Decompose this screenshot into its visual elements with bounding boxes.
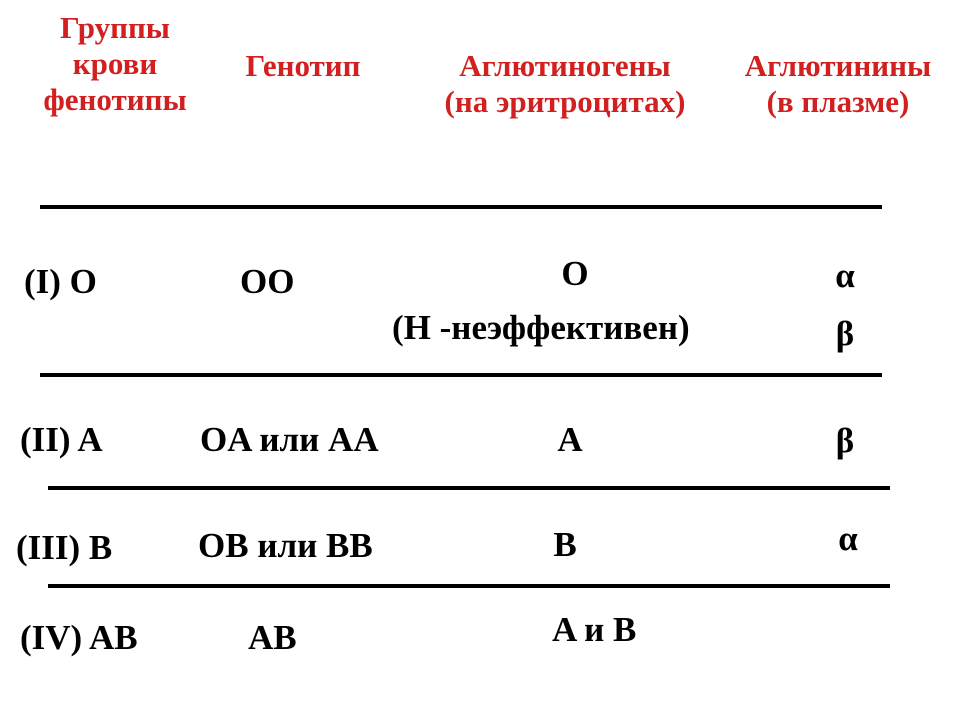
- table-rule: [40, 205, 882, 209]
- row2-agglutinogen: A: [557, 420, 583, 459]
- row1-agglutinogen-note: (Н -неэффективен): [392, 308, 690, 347]
- row2-agglutinin: β: [835, 421, 855, 460]
- row1-agglutinin-alpha: α: [835, 256, 855, 295]
- header-blood-groups: [20, 10, 210, 118]
- header-blood-groups-line2: крови: [72, 46, 158, 81]
- header-blood-groups-line3: фенотипы: [43, 82, 187, 117]
- header-agglutinogens: [410, 48, 720, 120]
- header-agglutinins-line1: Аглютинины: [744, 48, 932, 83]
- row4-agglutinogen: A и B: [552, 610, 637, 649]
- row3-phenotype: (III) B: [16, 528, 113, 567]
- header-agglutinins: [718, 48, 958, 120]
- table-rule: [48, 584, 890, 588]
- row2-phenotype: (II) A: [20, 420, 103, 459]
- row3-genotype: OB или BB: [198, 526, 373, 565]
- row4-genotype: AB: [248, 618, 297, 657]
- row2-genotype: OA или AA: [200, 420, 379, 459]
- row3-agglutinin: α: [838, 519, 858, 558]
- header-blood-groups-line1: Группы: [59, 10, 171, 45]
- row4-phenotype: (IV) AB: [20, 618, 138, 657]
- row1-genotype: OO: [240, 262, 295, 301]
- row1-agglutinin-beta: β: [835, 314, 855, 353]
- row3-agglutinogen: B: [553, 525, 577, 564]
- header-agglutinogens-line1: Аглютиногены: [459, 48, 671, 83]
- table-rule: [48, 486, 890, 490]
- table-rule: [40, 373, 882, 377]
- header-agglutinins-line2: (в плазме): [766, 84, 910, 119]
- header-genotype: Генотип: [245, 48, 361, 83]
- row1-agglutinogen: O: [561, 254, 589, 293]
- row1-phenotype: (I) O: [24, 262, 97, 301]
- header-agglutinogens-line2: (на эритроцитах): [444, 84, 686, 119]
